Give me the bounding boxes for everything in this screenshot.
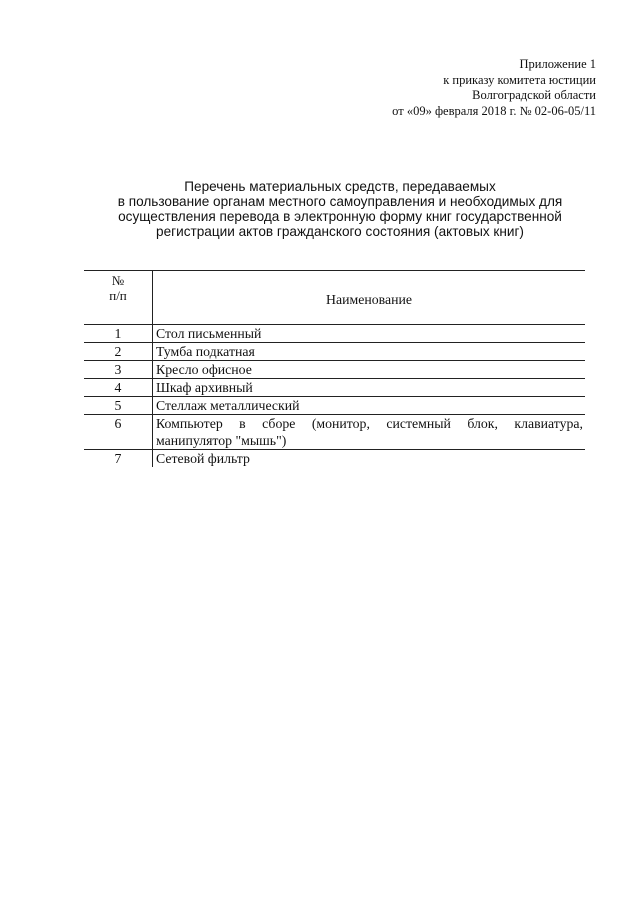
row-item-name: Стеллаж металлический (153, 397, 586, 415)
number-sign: № (111, 273, 125, 288)
table-row (84, 379, 585, 397)
order-reference: к приказу комитета юстиции (443, 72, 596, 87)
row-item-name: Сетевой фильтр (156, 451, 250, 466)
row-item-name: Компьютер в сборе (монитор, системный блок, клавиатура, манипулятор "мышь") (153, 415, 586, 450)
row-number: 3 (84, 361, 153, 379)
row-item-name: Кресло офисное (153, 361, 586, 379)
row-number: 5 (84, 397, 153, 415)
table-header-row (84, 271, 585, 325)
appendix-number: Приложение 1 (519, 57, 596, 71)
region-name: Волгоградской области (472, 88, 596, 102)
appendix-header (296, 57, 596, 119)
number-abbrev: п/п (109, 288, 127, 303)
row-item-name: Шкаф архивный (153, 379, 586, 397)
row-number: 7 (84, 450, 153, 468)
title-line-3: осуществления перевода в электронную форму книг государственной (118, 209, 562, 224)
table-row (84, 343, 585, 361)
materials-table (84, 270, 585, 467)
row-item-name: Тумба подкатная (153, 343, 586, 361)
row-number: 1 (84, 325, 153, 343)
title-line-2: в пользование органам местного самоуправления и необходимых для (117, 194, 563, 209)
title-line-1: Перечень материальных средств, передаваемых (184, 179, 496, 194)
row-item-name: Стол письменный (153, 325, 586, 343)
table-row (84, 415, 585, 450)
order-date-number: от «09» февраля 2018 г. № 02-06-05/11 (392, 103, 596, 118)
column-header-number (84, 271, 153, 325)
table-row (84, 361, 585, 379)
title-line-4: регистрации актов гражданского состояния (актовых книг) (156, 224, 524, 239)
row-number: 4 (84, 379, 153, 397)
row-number: 6 (84, 415, 153, 450)
column-header-name: Наименование (153, 271, 586, 325)
table-row (84, 325, 585, 343)
row-number: 2 (84, 343, 153, 361)
document-title (90, 179, 590, 239)
table-row (84, 450, 585, 468)
table-row (84, 397, 585, 415)
